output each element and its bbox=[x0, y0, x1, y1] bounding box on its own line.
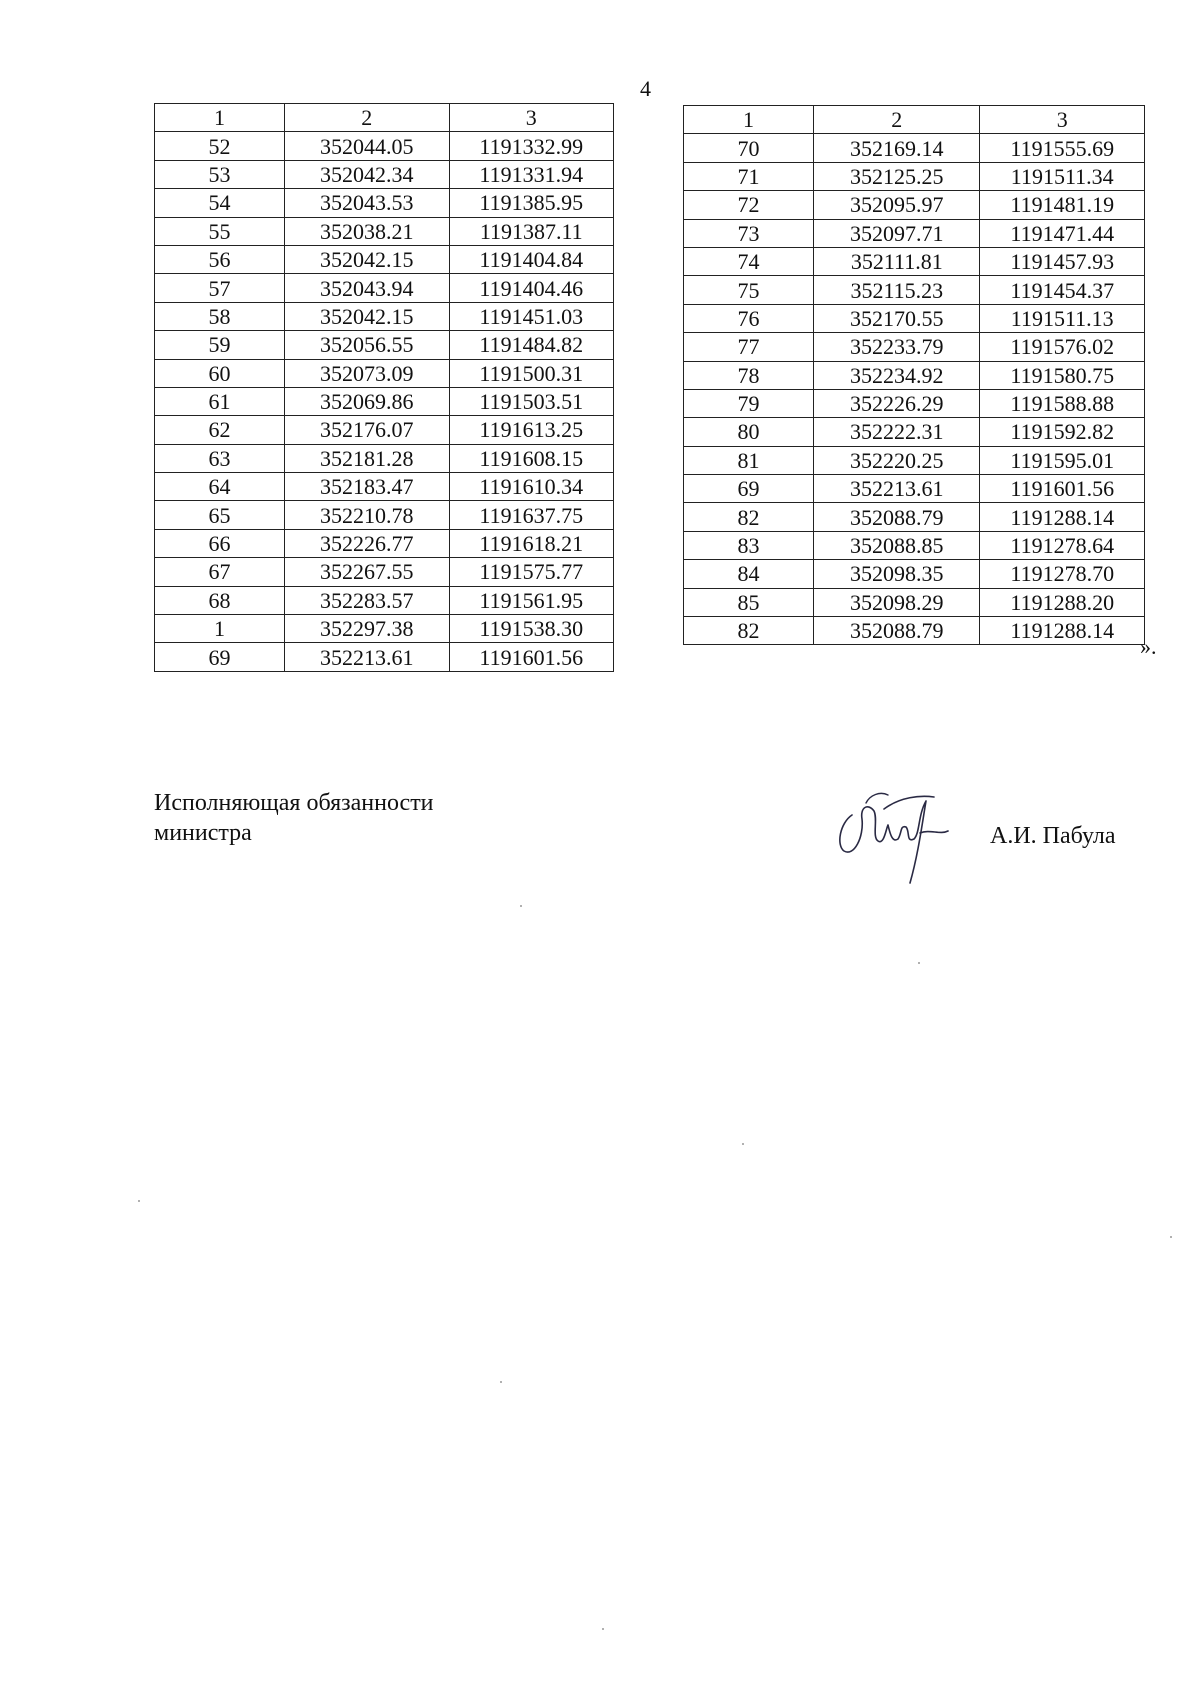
x-coordinate-cell: 352043.94 bbox=[285, 274, 449, 302]
x-coordinate-cell: 352097.71 bbox=[814, 219, 980, 247]
table-header-row bbox=[684, 106, 1145, 134]
x-coordinate-cell: 352042.15 bbox=[285, 302, 449, 330]
y-coordinate-cell: 1191610.34 bbox=[449, 473, 614, 501]
y-coordinate-cell: 1191511.34 bbox=[980, 162, 1145, 190]
point-number-cell: 58 bbox=[155, 302, 285, 330]
y-coordinate-cell: 1191503.51 bbox=[449, 387, 614, 415]
y-coordinate-cell: 1191484.82 bbox=[449, 331, 614, 359]
point-number-cell: 83 bbox=[684, 531, 814, 559]
point-number-cell: 74 bbox=[684, 247, 814, 275]
x-coordinate-cell: 352042.34 bbox=[285, 160, 449, 188]
closing-quote: ». bbox=[1140, 634, 1157, 659]
header-cell: 1 bbox=[684, 106, 814, 134]
scan-speck bbox=[500, 1381, 502, 1383]
y-coordinate-cell: 1191404.46 bbox=[449, 274, 614, 302]
x-coordinate-cell: 352181.28 bbox=[285, 444, 449, 472]
point-number-cell: 71 bbox=[684, 162, 814, 190]
x-coordinate-cell: 352170.55 bbox=[814, 304, 980, 332]
header-cell: 1 bbox=[155, 104, 285, 132]
point-number-cell: 62 bbox=[155, 416, 285, 444]
point-number-cell: 66 bbox=[155, 529, 285, 557]
x-coordinate-cell: 352210.78 bbox=[285, 501, 449, 529]
header-cell: 2 bbox=[285, 104, 449, 132]
point-number-cell: 1 bbox=[155, 615, 285, 643]
table-row bbox=[155, 643, 614, 671]
point-number-cell: 79 bbox=[684, 389, 814, 417]
y-coordinate-cell: 1191511.13 bbox=[980, 304, 1145, 332]
table-row bbox=[684, 588, 1145, 616]
table-row bbox=[684, 162, 1145, 190]
y-coordinate-cell: 1191454.37 bbox=[980, 276, 1145, 304]
point-number-cell: 59 bbox=[155, 331, 285, 359]
table-row bbox=[684, 418, 1145, 446]
point-number-cell: 85 bbox=[684, 588, 814, 616]
table-row bbox=[155, 473, 614, 501]
x-coordinate-cell: 352115.23 bbox=[814, 276, 980, 304]
y-coordinate-cell: 1191601.56 bbox=[980, 475, 1145, 503]
signer-title-line1: Исполняющая обязанности bbox=[154, 790, 434, 816]
y-coordinate-cell: 1191288.14 bbox=[980, 617, 1145, 645]
table-row bbox=[155, 359, 614, 387]
table-row bbox=[155, 529, 614, 557]
table-row bbox=[684, 191, 1145, 219]
x-coordinate-cell: 352183.47 bbox=[285, 473, 449, 501]
y-coordinate-cell: 1191580.75 bbox=[980, 361, 1145, 389]
coordinates-table-left bbox=[154, 103, 614, 672]
point-number-cell: 73 bbox=[684, 219, 814, 247]
table-row bbox=[155, 217, 614, 245]
point-number-cell: 72 bbox=[684, 191, 814, 219]
point-number-cell: 61 bbox=[155, 387, 285, 415]
x-coordinate-cell: 352088.79 bbox=[814, 503, 980, 531]
point-number-cell: 65 bbox=[155, 501, 285, 529]
y-coordinate-cell: 1191451.03 bbox=[449, 302, 614, 330]
x-coordinate-cell: 352056.55 bbox=[285, 331, 449, 359]
table-row bbox=[684, 134, 1145, 162]
y-coordinate-cell: 1191331.94 bbox=[449, 160, 614, 188]
y-coordinate-cell: 1191278.70 bbox=[980, 560, 1145, 588]
point-number-cell: 81 bbox=[684, 446, 814, 474]
y-coordinate-cell: 1191613.25 bbox=[449, 416, 614, 444]
x-coordinate-cell: 352220.25 bbox=[814, 446, 980, 474]
table-row bbox=[684, 361, 1145, 389]
signer-name: А.И. Пабула bbox=[990, 823, 1116, 849]
table-row bbox=[684, 617, 1145, 645]
y-coordinate-cell: 1191288.14 bbox=[980, 503, 1145, 531]
point-number-cell: 78 bbox=[684, 361, 814, 389]
table-row bbox=[684, 247, 1145, 275]
table-row bbox=[155, 274, 614, 302]
table-row bbox=[155, 160, 614, 188]
table-row bbox=[684, 333, 1145, 361]
point-number-cell: 80 bbox=[684, 418, 814, 446]
table-row bbox=[684, 560, 1145, 588]
table-row bbox=[684, 389, 1145, 417]
point-number-cell: 77 bbox=[684, 333, 814, 361]
scan-speck bbox=[602, 1628, 604, 1630]
y-coordinate-cell: 1191538.30 bbox=[449, 615, 614, 643]
point-number-cell: 63 bbox=[155, 444, 285, 472]
point-number-cell: 64 bbox=[155, 473, 285, 501]
table-row bbox=[155, 331, 614, 359]
y-coordinate-cell: 1191601.56 bbox=[449, 643, 614, 671]
header-cell: 2 bbox=[814, 106, 980, 134]
x-coordinate-cell: 352038.21 bbox=[285, 217, 449, 245]
header-cell: 3 bbox=[980, 106, 1145, 134]
x-coordinate-cell: 352234.92 bbox=[814, 361, 980, 389]
point-number-cell: 84 bbox=[684, 560, 814, 588]
y-coordinate-cell: 1191288.20 bbox=[980, 588, 1145, 616]
table-row bbox=[155, 387, 614, 415]
table-header-row bbox=[155, 104, 614, 132]
scan-speck bbox=[918, 962, 920, 964]
x-coordinate-cell: 352088.79 bbox=[814, 617, 980, 645]
y-coordinate-cell: 1191332.99 bbox=[449, 132, 614, 160]
scan-speck bbox=[138, 1200, 140, 1202]
x-coordinate-cell: 352169.14 bbox=[814, 134, 980, 162]
y-coordinate-cell: 1191500.31 bbox=[449, 359, 614, 387]
point-number-cell: 82 bbox=[684, 617, 814, 645]
x-coordinate-cell: 352226.29 bbox=[814, 389, 980, 417]
point-number-cell: 55 bbox=[155, 217, 285, 245]
point-number-cell: 56 bbox=[155, 245, 285, 273]
y-coordinate-cell: 1191575.77 bbox=[449, 558, 614, 586]
y-coordinate-cell: 1191637.75 bbox=[449, 501, 614, 529]
y-coordinate-cell: 1191457.93 bbox=[980, 247, 1145, 275]
point-number-cell: 69 bbox=[684, 475, 814, 503]
y-coordinate-cell: 1191278.64 bbox=[980, 531, 1145, 559]
handwritten-signature bbox=[830, 775, 970, 890]
x-coordinate-cell: 352222.31 bbox=[814, 418, 980, 446]
y-coordinate-cell: 1191404.84 bbox=[449, 245, 614, 273]
x-coordinate-cell: 352283.57 bbox=[285, 586, 449, 614]
y-coordinate-cell: 1191618.21 bbox=[449, 529, 614, 557]
x-coordinate-cell: 352297.38 bbox=[285, 615, 449, 643]
point-number-cell: 75 bbox=[684, 276, 814, 304]
coordinates-table-right bbox=[683, 105, 1145, 645]
y-coordinate-cell: 1191561.95 bbox=[449, 586, 614, 614]
x-coordinate-cell: 352073.09 bbox=[285, 359, 449, 387]
x-coordinate-cell: 352044.05 bbox=[285, 132, 449, 160]
x-coordinate-cell: 352111.81 bbox=[814, 247, 980, 275]
y-coordinate-cell: 1191555.69 bbox=[980, 134, 1145, 162]
point-number-cell: 52 bbox=[155, 132, 285, 160]
x-coordinate-cell: 352125.25 bbox=[814, 162, 980, 190]
x-coordinate-cell: 352042.15 bbox=[285, 245, 449, 273]
y-coordinate-cell: 1191608.15 bbox=[449, 444, 614, 472]
table-row bbox=[684, 475, 1145, 503]
x-coordinate-cell: 352098.35 bbox=[814, 560, 980, 588]
point-number-cell: 70 bbox=[684, 134, 814, 162]
table-row bbox=[155, 132, 614, 160]
y-coordinate-cell: 1191385.95 bbox=[449, 189, 614, 217]
x-coordinate-cell: 352226.77 bbox=[285, 529, 449, 557]
x-coordinate-cell: 352213.61 bbox=[285, 643, 449, 671]
table-row bbox=[155, 501, 614, 529]
table-row bbox=[684, 304, 1145, 332]
x-coordinate-cell: 352088.85 bbox=[814, 531, 980, 559]
point-number-cell: 69 bbox=[155, 643, 285, 671]
table-row bbox=[155, 416, 614, 444]
table-row bbox=[684, 503, 1145, 531]
point-number-cell: 60 bbox=[155, 359, 285, 387]
page-number: 4 bbox=[640, 76, 651, 101]
header-cell: 3 bbox=[449, 104, 614, 132]
table-row bbox=[684, 219, 1145, 247]
y-coordinate-cell: 1191471.44 bbox=[980, 219, 1145, 247]
point-number-cell: 57 bbox=[155, 274, 285, 302]
y-coordinate-cell: 1191592.82 bbox=[980, 418, 1145, 446]
x-coordinate-cell: 352176.07 bbox=[285, 416, 449, 444]
table-row bbox=[155, 302, 614, 330]
point-number-cell: 82 bbox=[684, 503, 814, 531]
y-coordinate-cell: 1191481.19 bbox=[980, 191, 1145, 219]
point-number-cell: 76 bbox=[684, 304, 814, 332]
table-row bbox=[155, 558, 614, 586]
scan-speck bbox=[742, 1143, 744, 1145]
table-row bbox=[155, 189, 614, 217]
y-coordinate-cell: 1191588.88 bbox=[980, 389, 1145, 417]
scan-speck bbox=[520, 905, 522, 907]
table-row bbox=[155, 245, 614, 273]
signer-title-line2: министра bbox=[154, 820, 252, 846]
x-coordinate-cell: 352213.61 bbox=[814, 475, 980, 503]
scan-speck bbox=[1170, 1236, 1172, 1238]
table-row bbox=[684, 531, 1145, 559]
table-row bbox=[155, 615, 614, 643]
x-coordinate-cell: 352095.97 bbox=[814, 191, 980, 219]
x-coordinate-cell: 352069.86 bbox=[285, 387, 449, 415]
point-number-cell: 67 bbox=[155, 558, 285, 586]
signer-title bbox=[154, 788, 434, 848]
point-number-cell: 53 bbox=[155, 160, 285, 188]
table-row bbox=[684, 446, 1145, 474]
x-coordinate-cell: 352267.55 bbox=[285, 558, 449, 586]
x-coordinate-cell: 352233.79 bbox=[814, 333, 980, 361]
y-coordinate-cell: 1191576.02 bbox=[980, 333, 1145, 361]
y-coordinate-cell: 1191595.01 bbox=[980, 446, 1145, 474]
table-row bbox=[155, 444, 614, 472]
y-coordinate-cell: 1191387.11 bbox=[449, 217, 614, 245]
table-row bbox=[155, 586, 614, 614]
table-row bbox=[684, 276, 1145, 304]
point-number-cell: 54 bbox=[155, 189, 285, 217]
x-coordinate-cell: 352043.53 bbox=[285, 189, 449, 217]
x-coordinate-cell: 352098.29 bbox=[814, 588, 980, 616]
point-number-cell: 68 bbox=[155, 586, 285, 614]
